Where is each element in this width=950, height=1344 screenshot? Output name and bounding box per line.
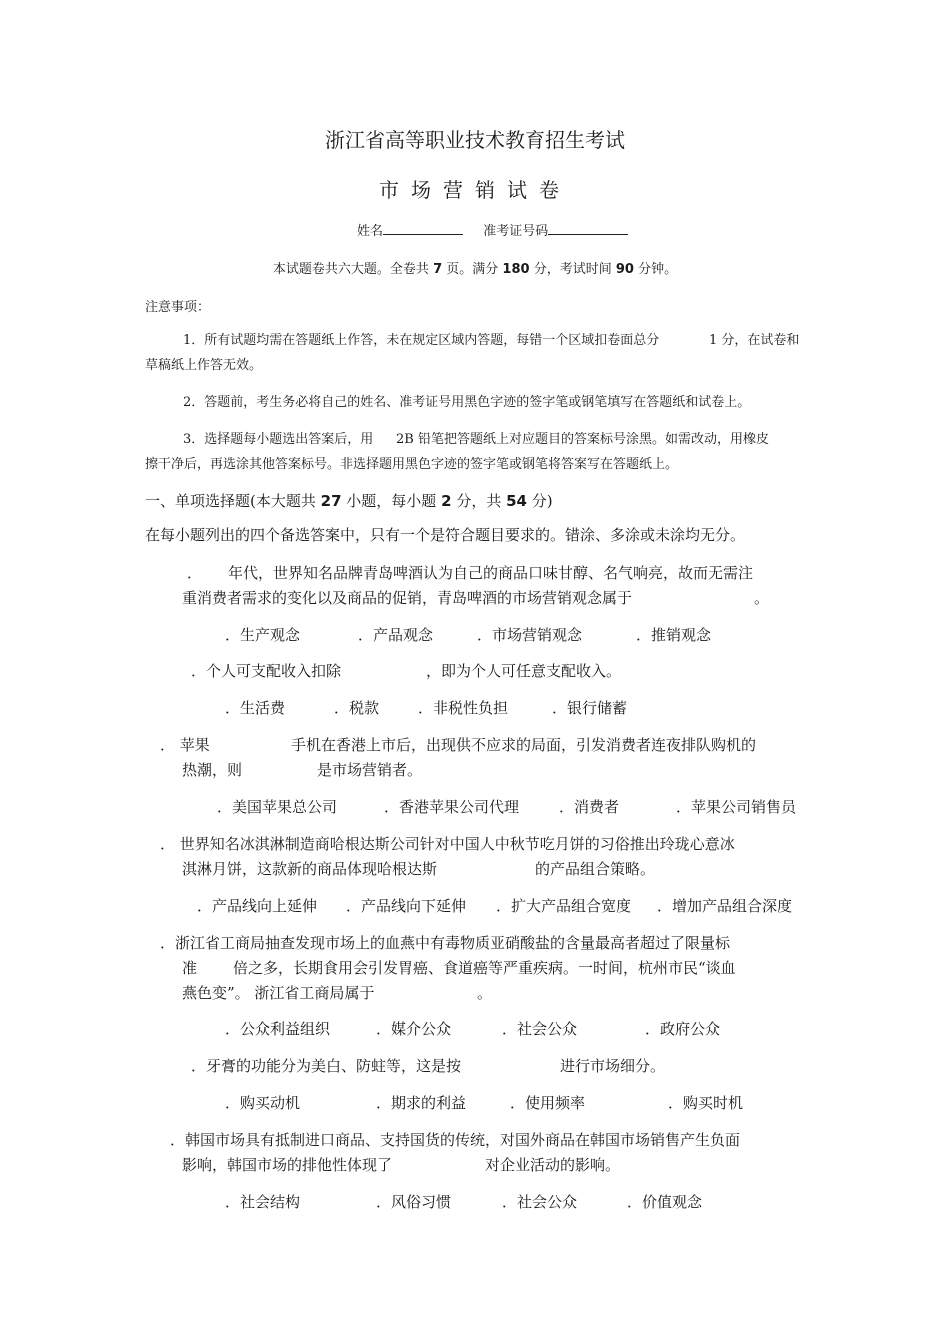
q3-stem-c: 热潮，则 bbox=[182, 761, 243, 779]
q2-option-c[interactable]: ．非税性负担 bbox=[418, 699, 509, 717]
id-label: 准考证号码 bbox=[483, 224, 549, 239]
q3-option-d[interactable]: ．苹果公司销售员 bbox=[676, 798, 797, 816]
q5-stem-d: 燕色变”。 浙江省工商局属于 bbox=[182, 984, 375, 1002]
q1-option-a[interactable]: ．生产观念 bbox=[225, 626, 301, 644]
section1-heading bbox=[145, 490, 553, 511]
q3-stem-d: 是市场营销者。 bbox=[317, 761, 423, 779]
q1-option-c[interactable]: ．市场营销观念 bbox=[477, 626, 583, 644]
section1-each: 2 bbox=[441, 492, 452, 510]
q7-option-d[interactable]: ．价值观念 bbox=[627, 1193, 703, 1211]
info-prefix: 本试题卷共六大题。全卷共 bbox=[272, 262, 429, 277]
q6-option-a[interactable]: ．购买动机 bbox=[225, 1094, 301, 1112]
section1-heading-b: 小题，每小题 bbox=[346, 492, 437, 510]
q5-option-b[interactable]: ．媒介公众 bbox=[376, 1020, 452, 1038]
section1-count: 27 bbox=[320, 492, 342, 510]
info-minutes: 90 bbox=[615, 262, 634, 277]
notice-item1-a: 1．所有试题均需在答题纸上作答，未在规定区域内答题，每错一个区域扣卷面总分 bbox=[183, 333, 660, 348]
q4-stem-c: 的产品组合策略。 bbox=[535, 860, 656, 878]
q3-option-a[interactable]: ．美国苹果总公司 bbox=[217, 798, 338, 816]
q4-option-a[interactable]: ．产品线向上延伸 bbox=[197, 897, 318, 915]
q7-option-c[interactable]: ．社会公众 bbox=[502, 1193, 578, 1211]
notice-item1-c: 草稿纸上作答无效。 bbox=[145, 358, 263, 373]
notice-heading: 注意事项： bbox=[145, 300, 211, 315]
q5-stem-a: ．浙江省工商局抽查发现市场上的血燕中有毒物质亚硝酸盐的含量最高者超过了限量标 bbox=[160, 934, 731, 952]
q3-stem-a: ． 苹果 bbox=[160, 736, 210, 754]
section1-heading-a: 一、单项选择题(本大题共 bbox=[145, 492, 316, 510]
q2-option-d[interactable]: ．银行储蓄 bbox=[552, 699, 628, 717]
q5-stem-e: 。 bbox=[477, 984, 493, 1002]
info-suffix: 分钟。 bbox=[638, 262, 678, 277]
q7-option-b[interactable]: ．风俗习惯 bbox=[376, 1193, 452, 1211]
notice-item1-b: 1 分，在试卷和 bbox=[709, 333, 800, 348]
q5-stem-b: 准 bbox=[182, 959, 198, 977]
info-score: 180 bbox=[502, 262, 530, 277]
id-blank bbox=[548, 222, 628, 235]
exam-info bbox=[0, 258, 950, 277]
q2-option-b[interactable]: ．税款 bbox=[334, 699, 380, 717]
q7-stem-b: 影响，韩国市场的排他性体现了 bbox=[182, 1156, 393, 1174]
info-pages: 7 bbox=[433, 262, 443, 277]
section1-instruction: 在每小题列出的四个备选答案中，只有一个是符合题目要求的。错涂、多涂或未涂均无分。 bbox=[145, 526, 746, 544]
q1-number-dot: ． bbox=[187, 564, 203, 582]
q1-stem-line2: 重消费者需求的变化以及商品的促销，青岛啤酒的市场营销观念属于 bbox=[182, 589, 633, 607]
exam-title: 浙江省高等职业技术教育招生考试 bbox=[325, 128, 625, 152]
q6-stem-b: 进行市场细分。 bbox=[560, 1057, 666, 1075]
q4-stem-a: ． 世界知名冰淇淋制造商哈根达斯公司针对中国人中秋节吃月饼的习俗推出玲珑心意冰 bbox=[160, 835, 735, 853]
info-mid2: 分，考试时间 bbox=[533, 262, 612, 277]
name-blank bbox=[383, 222, 463, 235]
q1-stem-line1: 年代，世界知名品牌青岛啤酒认为自己的商品口味甘醇、名气响亮，故而无需注 bbox=[228, 564, 754, 582]
q6-stem-a: ．牙膏的功能分为美白、防蛀等，这是按 bbox=[191, 1057, 462, 1075]
q6-option-b[interactable]: ．期求的利益 bbox=[376, 1094, 467, 1112]
candidate-info-row bbox=[357, 220, 628, 239]
q5-option-a[interactable]: ．公众利益组织 bbox=[225, 1020, 331, 1038]
q4-option-d[interactable]: ．增加产品组合深度 bbox=[657, 897, 793, 915]
q7-stem-a: ．韩国市场具有抵制进口商品、支持国货的传统，对国外商品在韩国市场销售产生负面 bbox=[170, 1131, 741, 1149]
q6-option-d[interactable]: ．购买时机 bbox=[668, 1094, 744, 1112]
q5-option-d[interactable]: ．政府公众 bbox=[645, 1020, 721, 1038]
notice-item3-a: 3．选择题每小题选出答案后，用 bbox=[183, 432, 374, 447]
q2-stem-b: ，即为个人可任意支配收入。 bbox=[426, 662, 622, 680]
q6-option-c[interactable]: ．使用频率 bbox=[510, 1094, 586, 1112]
q3-stem-b: 手机在香港上市后，出现供不应求的局面，引发消费者连夜排队购机的 bbox=[291, 736, 757, 754]
section1-total: 54 bbox=[506, 492, 527, 510]
q4-stem-b: 淇淋月饼，这款新的商品体现哈根达斯 bbox=[182, 860, 438, 878]
q1-option-b[interactable]: ．产品观念 bbox=[358, 626, 434, 644]
q3-option-c[interactable]: ．消费者 bbox=[559, 798, 620, 816]
q5-option-c[interactable]: ．社会公众 bbox=[502, 1020, 578, 1038]
q2-stem-a: ．个人可支配收入扣除 bbox=[191, 662, 342, 680]
section1-heading-c: 分，共 bbox=[456, 492, 502, 510]
name-label: 姓名 bbox=[357, 224, 384, 239]
info-mid1: 页。满分 bbox=[446, 262, 499, 277]
q4-option-b[interactable]: ．产品线向下延伸 bbox=[346, 897, 467, 915]
section1-heading-d: 分) bbox=[531, 492, 553, 510]
q1-option-d[interactable]: ．推销观念 bbox=[636, 626, 712, 644]
exam-subtitle: 市场营销试卷 bbox=[379, 178, 571, 202]
q4-option-c[interactable]: ．扩大产品组合宽度 bbox=[496, 897, 632, 915]
q7-option-a[interactable]: ．社会结构 bbox=[225, 1193, 301, 1211]
q7-stem-c: 对企业活动的影响。 bbox=[485, 1156, 621, 1174]
q3-option-b[interactable]: ．香港苹果公司代理 bbox=[384, 798, 520, 816]
notice-item3-b: 2B 铅笔把答题纸上对应题目的答案标号涂黑。如需改动，用橡皮 bbox=[396, 432, 769, 447]
notice-item3-c: 擦干净后，再选涂其他答案标号。非选择题用黑色字迹的签字笔或钢笔将答案写在答题纸上。 bbox=[145, 457, 679, 472]
q2-option-a[interactable]: ．生活费 bbox=[225, 699, 286, 717]
q1-stem-end: 。 bbox=[754, 589, 770, 607]
q5-stem-c: 倍之多，长期食用会引发胃癌、食道癌等严重疾病。一时间，杭州市民“谈血 bbox=[233, 959, 736, 977]
notice-item2: 2．答题前，考生务必将自己的姓名、准考证号用黑色字迹的签字笔或钢笔填写在答题纸和试卷上。 bbox=[183, 395, 751, 410]
